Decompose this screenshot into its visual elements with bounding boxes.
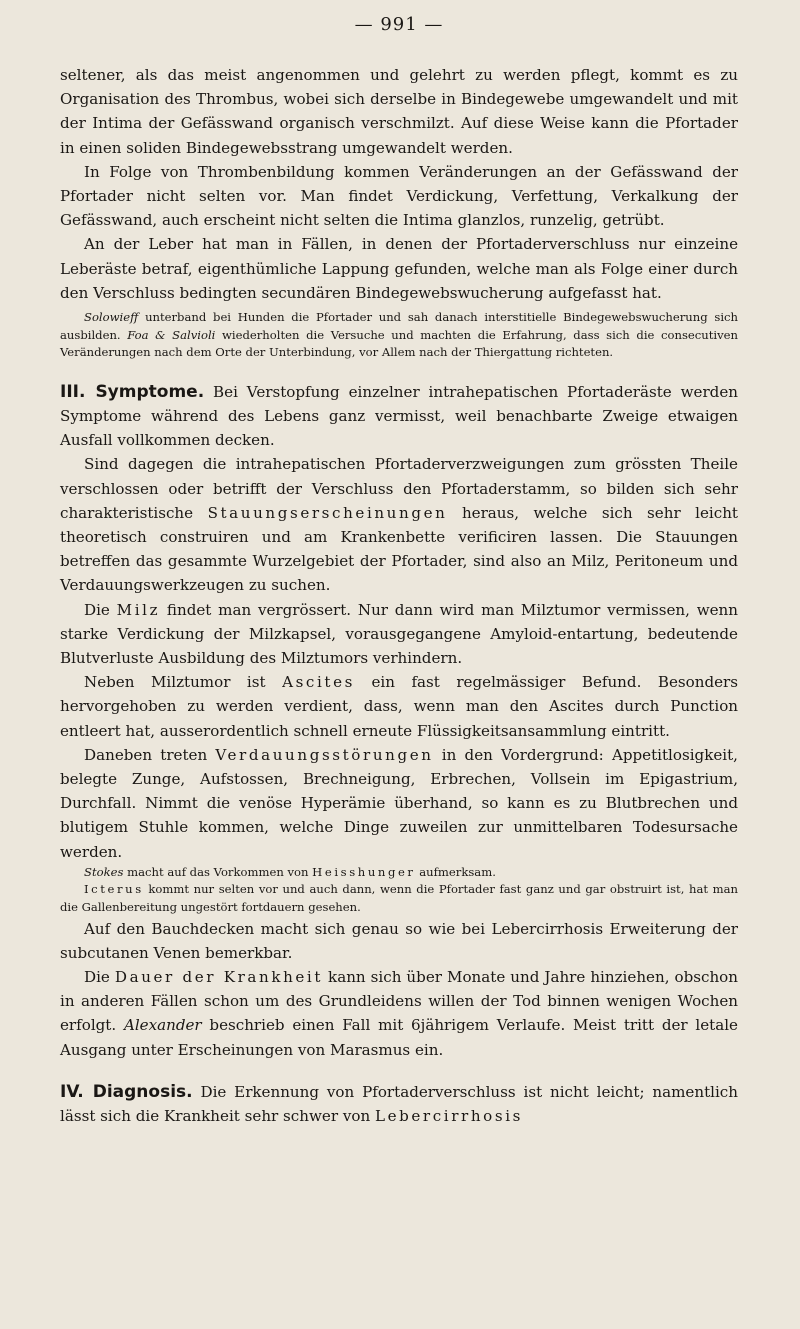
paragraph: Die Dauer der Krankheit kann sich über Monate und Jahre hinziehen, obschon in anderen Fällen schon um des Grundleidens willen der Tod binnen wenigen Wochen erfolgt. Alexander beschrieb einen Fall mit 6jährigem Verlaufe. Meist tritt der letale Ausgang unter Erscheinungen von Marasmus ein. — [60, 968, 738, 1059]
emphasis-term: Stauungserscheinungen — [207, 503, 448, 522]
author-name: Stokes — [84, 864, 124, 879]
paragraph: In Folge von Thrombenbildung kommen Veränderungen an der Gefässwand der Pfortader nicht selten vor. Man findet Verdickung, Verfettung, Verkalkung der Gefässwand, auch erscheint nicht selten die Intima glanzlos, runzelig, getrübt. — [60, 162, 738, 230]
emphasis-term: Heisshunger — [312, 864, 416, 879]
section-symptome: III. Symptome. Bei Verstopfung einzelner intrahepatischen Pfortaderäste werden Symptome während des Lebens ganz vermisst, weil benachbarte Zweige etwaigen Ausfall vollkommen decken. — [60, 381, 738, 450]
emphasis-term: Dauer der Krankheit — [114, 968, 324, 987]
emphasis-term: Ascites — [282, 673, 355, 692]
paragraph: Die Milz findet man vergrössert. Nur dann wird man Milztumor vermissen, wenn starke Verdickung der Milzkapsel, vorausgegangene Amyloid-entartung, bedeutende Blutverluste Ausbildung des Milztumors verhindern. — [60, 600, 738, 668]
author-name: Alexander — [123, 1016, 202, 1035]
footnote: Solowieff unterband bei Hunden die Pfortader und sah danach interstitielle Bindegewebswucherung sich ausbilden. Foa & Salvioli wiederholten die Versuche und machten die Erfahrung, dass sich die consecutiven Veränderungen nach dem Orte der Unterbindung, vor Allem nach der Thiergattung richteten. — [60, 310, 738, 360]
body-text — [60, 63, 738, 1128]
paragraph: Sind dagegen die intrahepatischen Pfortaderverzweigungen zum grössten Theile verschlossen oder betrifft der Verschluss den Pfortaderstamm, so bilden sich sehr charakteristische Stauungserscheinungen heraus, welche sich sehr leicht theoretisch construiren und am Krankenbette verificiren lassen. Die Stauungen betreffen das gesammte Wurzelgebiet der Pfortader, sind also an Milz, Peritoneum und Verdauungswerkzeugen zu suchen. — [60, 455, 738, 595]
section-diagnosis: IV. Diagnosis. Die Erkennung von Pfortaderverschluss ist nicht leicht; namentlich lässt sich die Krankheit sehr schwer von Lebercirrhosis — [60, 1081, 738, 1126]
emphasis-term: Verdauungsstörungen — [215, 745, 434, 764]
paragraph: seltener, als das meist angenommen und gelehrt zu werden pflegt, kommt es zu Organisation des Thrombus, wobei sich derselbe in Bindegewebe umgewandelt und mit der Intima der Gefässwand organisch verschmilzt. Auf diese Weise kann die Pfortader in einen soliden Bindegewebsstrang umgewandelt werden. — [60, 66, 738, 157]
paragraph: Auf den Bauchdecken macht sich genau so wie bei Lebercirrhosis Erweiterung der subcutanen Venen bemerkbar. — [60, 919, 738, 962]
page-number: — 991 — — [354, 14, 444, 35]
emphasis-term: Icterus — [84, 882, 144, 897]
paragraph: Neben Milztumor ist Ascites ein fast regelmässiger Befund. Besonders hervorgehoben zu werden verdient, dass, wenn man den Ascites durch Punction entleert hat, ausserordentlich schnell erneute Flüssigkeitsansammlung eintritt. — [60, 673, 739, 740]
section-heading: III. Symptome. — [60, 381, 205, 402]
footnote: Stokes macht auf das Vorkommen von Heisshunger aufmerksam. — [84, 864, 496, 879]
author-name: Solowieff — [84, 310, 139, 325]
footnote: Icterus kommt nur selten vor und auch dann, wenn die Pfortader fast ganz und gar obstruirt ist, hat man die Gallenbereitung ungestört fortdauern gesehen. — [60, 882, 738, 915]
footnote-block — [60, 864, 738, 917]
emphasis-term: Milz — [116, 600, 161, 619]
paragraph: An der Leber hat man in Fällen, in denen der Pfortaderverschluss nur einzeine Leberäste betraf, eigenthümliche Lappung gefunden, welche man als Folge einer durch den Verschluss bedingten secundären Bindegewebswucherung aufgefasst hat. — [60, 235, 738, 302]
author-name: Foa & Salvioli — [127, 327, 216, 342]
footnote-block — [60, 309, 738, 362]
paragraph: Daneben treten Verdauungsstörungen in den Vordergrund: Appetitlosigkeit, belegte Zunge, Aufstossen, Brechneigung, Erbrechen, Vollsein im Epigastrium, Durchfall. Nimmt die venöse Hyperämie überhand, so kann es zu Blutbrechen und blutigem Stuhle kommen, welche Dinge zuweilen zur unmittelbaren Todesursache werden. — [60, 745, 738, 861]
section-heading: IV. Diagnosis. — [60, 1081, 193, 1102]
emphasis-term: Lebercirrhosis — [374, 1107, 523, 1126]
